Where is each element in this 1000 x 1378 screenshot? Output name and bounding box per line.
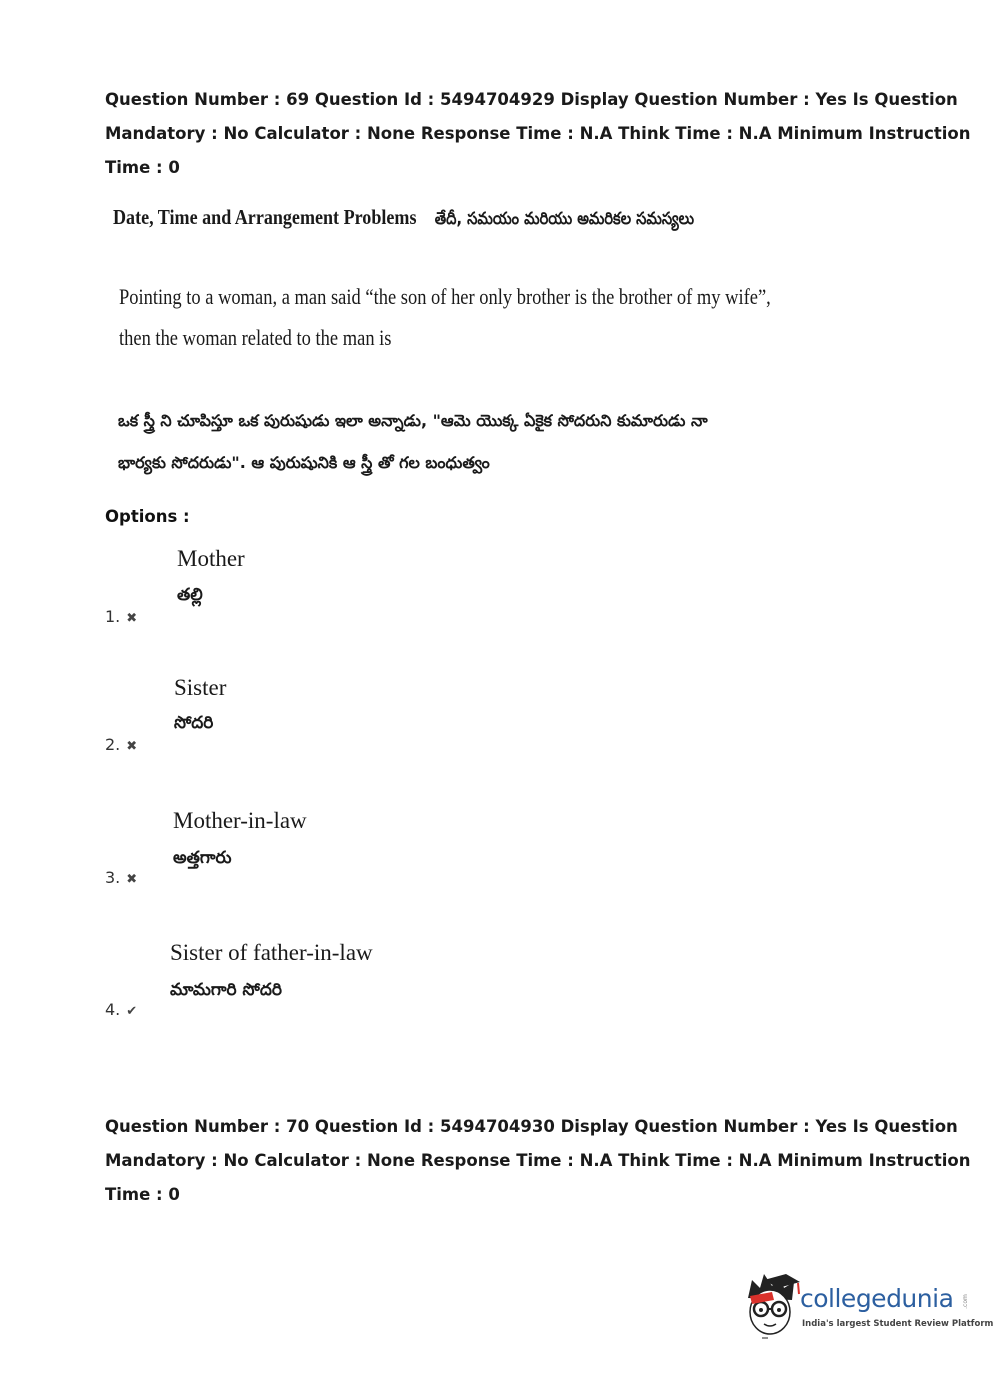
option-number-label: 4. [105, 1000, 121, 1019]
question-line: Pointing to a woman, a man said “the son of her only brother is the brother of my wife”, [119, 284, 771, 309]
topic-heading [113, 205, 694, 233]
metadata-line: Mandatory : No Calculator : None Response Time : N.A Think Time : N.A Minimum Instruction [105, 124, 971, 143]
option-text-english: Sister [174, 675, 227, 700]
brand-tagline: India's largest Student Review Platform [802, 1319, 994, 1329]
option-number [105, 735, 137, 754]
brand-name: collegedunia [800, 1284, 954, 1313]
topic-english: Date, Time and Arrangement Problems [113, 205, 417, 229]
cross-icon: ✖ [126, 872, 138, 887]
option-number-label: 2. [105, 735, 121, 754]
option-text-english: Mother-in-law [173, 808, 307, 833]
option-text-english: Mother [177, 546, 245, 571]
option-number [105, 607, 137, 626]
metadata-line: Question Number : 70 Question Id : 5494704930 Display Question Number : Yes Is Question [105, 1117, 958, 1136]
question-line: ఒక స్త్రీ ని చూపిస్తూ ఒక పురుషుడు ఇలా అన్నాడు, "ఆమె యొక్క ఏకైక సోదరుని కుమారుడు నా [118, 411, 708, 430]
option-number [105, 868, 137, 887]
question-69-metadata [105, 83, 971, 185]
question-line: భార్యకు సోదరుడు". ఆ పురుషునికి ఆ స్త్రీ తో గల బంధుత్వం [118, 453, 490, 472]
metadata-line: Question Number : 69 Question Id : 5494704929 Display Question Number : Yes Is Question [105, 90, 958, 109]
option-number-label: 1. [105, 607, 121, 626]
mascot-icon [742, 1272, 802, 1342]
option-number-label: 3. [105, 868, 121, 887]
question-text-telugu [118, 400, 708, 484]
question-line: then the woman related to the man is [119, 325, 392, 350]
option-text-telugu: సోదరి [174, 713, 214, 733]
checkmark-icon: ✔ [126, 1004, 138, 1019]
metadata-line: Time : 0 [105, 1185, 180, 1204]
question-text-english [119, 276, 771, 358]
question-70-metadata [105, 1110, 971, 1212]
topic-telugu: తేదీ, సమయం మరియు అమరికల సమస్యలు [434, 209, 695, 229]
cross-icon: ✖ [126, 611, 138, 626]
cross-icon: ✖ [126, 739, 138, 754]
brand-suffix: .com [961, 1294, 969, 1309]
options-label: Options : [105, 507, 190, 526]
metadata-line: Mandatory : No Calculator : None Response Time : N.A Think Time : N.A Minimum Instruction [105, 1151, 971, 1170]
option-number [105, 1000, 137, 1019]
option-text-english: Sister of father-in-law [170, 940, 373, 965]
collegedunia-logo [742, 1272, 994, 1342]
metadata-line: Time : 0 [105, 158, 180, 177]
option-text-telugu: మామగారి సోదరి [170, 980, 282, 1000]
option-text-telugu: తల్లి [177, 585, 203, 605]
option-text-telugu: అత్తగారు [173, 848, 232, 868]
